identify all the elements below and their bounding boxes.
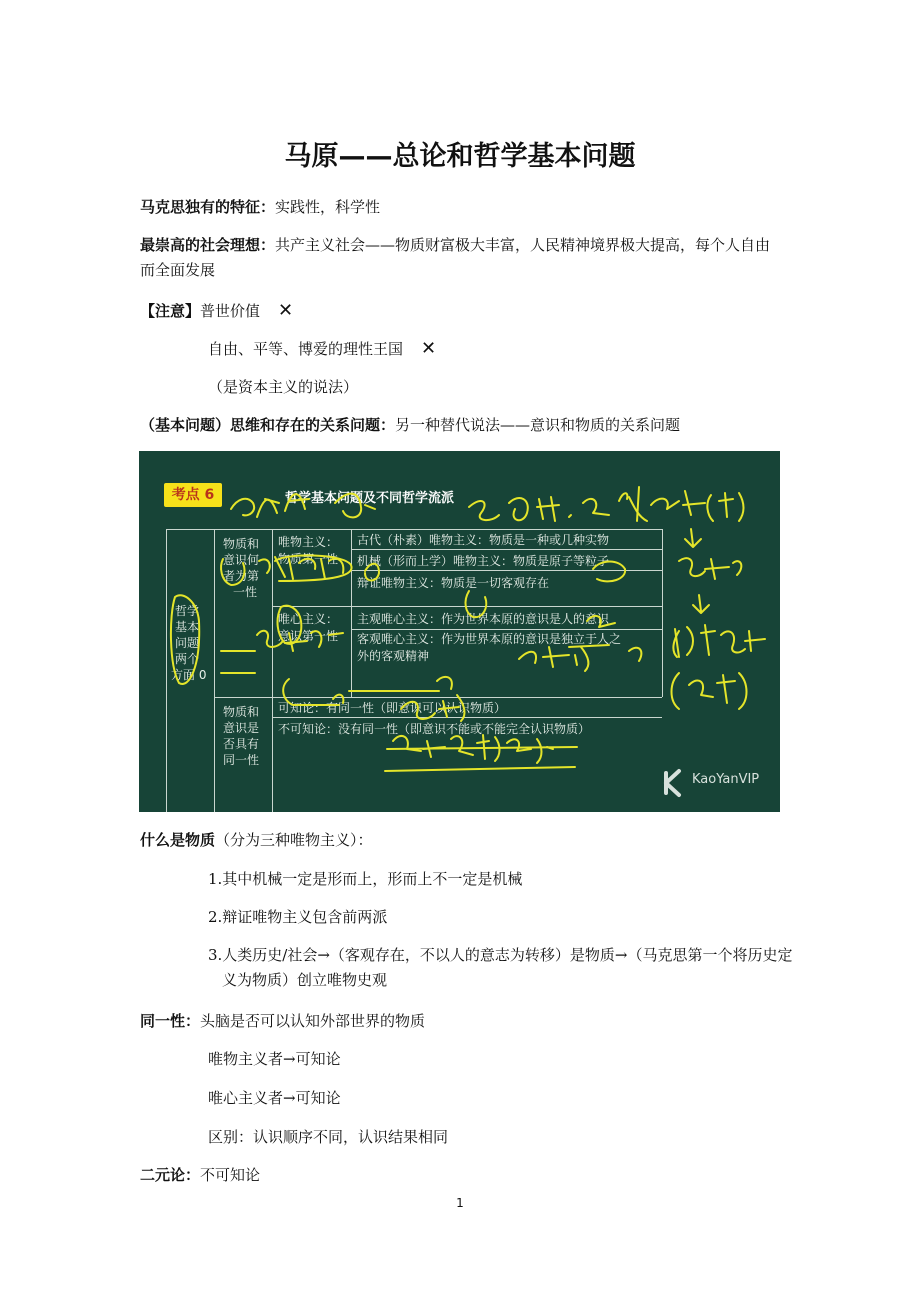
identity-item: 唯物主义者→可知论 (208, 1050, 341, 1068)
board-q2-line: 意识是 (223, 721, 260, 735)
basic-problem-text: 另一种替代说法——意识和物质的关系问题 (395, 416, 681, 434)
notice-line-2 (208, 338, 436, 360)
board-col1-line: 哲学 (175, 604, 200, 618)
board-materialism-item: 辩证唯物主义：物质是一切客观存在 (357, 576, 550, 590)
dualism-text: 不可知论 (200, 1166, 261, 1184)
board-knowable: 可知论：有同一性（即意识可以认识物质） (278, 701, 507, 715)
ideal-text: 共产主义社会——物质财富极大丰富，人民精神境界极大提高，每个人自由而全面发展 (140, 236, 771, 279)
matter-suffix: （分为三种唯物主义）： (215, 831, 373, 849)
board-col1-line: 问题 (175, 636, 200, 650)
cross-icon: ✕ (278, 300, 294, 321)
matter-item: 1.其中机械一定是形而上，形而上不一定是机械 (208, 870, 523, 888)
notice-line (140, 300, 293, 322)
board-unknowable: 不可知论：没有同一性（即意识不能或不能完全认识物质） (278, 722, 591, 736)
board-materialism-item: 古代（朴素）唯物主义：物质是一种或几种实物 (357, 533, 610, 547)
matter-item: 2.辩证唯物主义包含前两派 (208, 908, 388, 926)
board-q1-line: 一性 (233, 585, 258, 599)
ideal-paragraph (140, 233, 782, 283)
basic-problem-label: （基本问题）思维和存在的关系问题： (140, 416, 396, 434)
board-materialism: 唯物主义： (278, 535, 339, 549)
identity-label: 同一性： (140, 1012, 201, 1030)
board-materialism: 物质第一性 (278, 552, 339, 566)
features-text: 实践性，科学性 (275, 198, 381, 216)
ideal-label: 最崇高的社会理想： (140, 236, 276, 254)
board-col1-line: 方面 0 (171, 668, 207, 682)
board-idealism-item: 主观唯心主义：作为世界本原的意识是人的意识 (357, 612, 610, 626)
board-q1-line: 意识何 (223, 553, 260, 567)
board-materialism-item: 机械（形而上学）唯物主义：物质是原子等粒子 (357, 554, 610, 568)
page-number: 1 (456, 1196, 464, 1210)
identity-line (140, 1010, 425, 1032)
features-label: 马克思独有的特征： (140, 198, 276, 216)
notice-label: 【注意】 (140, 302, 201, 320)
features-line (140, 196, 380, 218)
cross-icon: ✕ (421, 338, 437, 359)
board-title: 哲学基本问题及不同哲学流派 (285, 491, 455, 506)
board-idealism: 意识第一性 (278, 629, 339, 643)
notice-item-2: 自由、平等、博爱的理性王国 (208, 340, 404, 358)
board-idealism: 唯心主义： (278, 612, 339, 626)
matter-line (140, 829, 373, 851)
kaoyan-logo-icon (139, 451, 780, 812)
basic-problem-line (140, 414, 680, 436)
board-col1-line: 两个 (175, 652, 200, 666)
brand-watermark: KaoYanVIP (692, 772, 760, 787)
matter-item: 3.人类历史/社会→（客观存在，不以人的意志为转移）是物质→（马克思第一个将历史定义为物质）创立唯物史观 (208, 946, 793, 989)
notice-note: （是资本主义的说法） (208, 378, 359, 396)
matter-label: 什么是物质 (140, 831, 216, 849)
board-idealism-item: 客观唯心主义：作为世界本原的意识是独立于人之 (357, 632, 622, 646)
dualism-line (140, 1164, 260, 1186)
dualism-label: 二元论： (140, 1166, 201, 1184)
board-q2-line: 物质和 (223, 705, 260, 719)
board-q2-line: 同一性 (223, 753, 260, 767)
identity-text: 头脑是否可以认知外部世界的物质 (200, 1012, 426, 1030)
board-col1-line: 基本 (175, 620, 200, 634)
board-q2-line: 否具有 (223, 737, 260, 751)
board-idealism-item: 外的客观精神 (357, 649, 430, 663)
identity-item: 唯心主义者→可知论 (208, 1089, 341, 1107)
identity-item: 区别：认识顺序不同，认识结果相同 (208, 1128, 449, 1146)
board-q1-line: 物质和 (223, 537, 260, 551)
page-title: 马原——总论和哲学基本问题 (284, 141, 636, 172)
lecture-board-image (139, 451, 780, 812)
board-q1-line: 者为第 (223, 569, 260, 583)
notice-item-1: 普世价值 (200, 302, 261, 320)
topic-tag: 考点 6 (164, 483, 222, 507)
